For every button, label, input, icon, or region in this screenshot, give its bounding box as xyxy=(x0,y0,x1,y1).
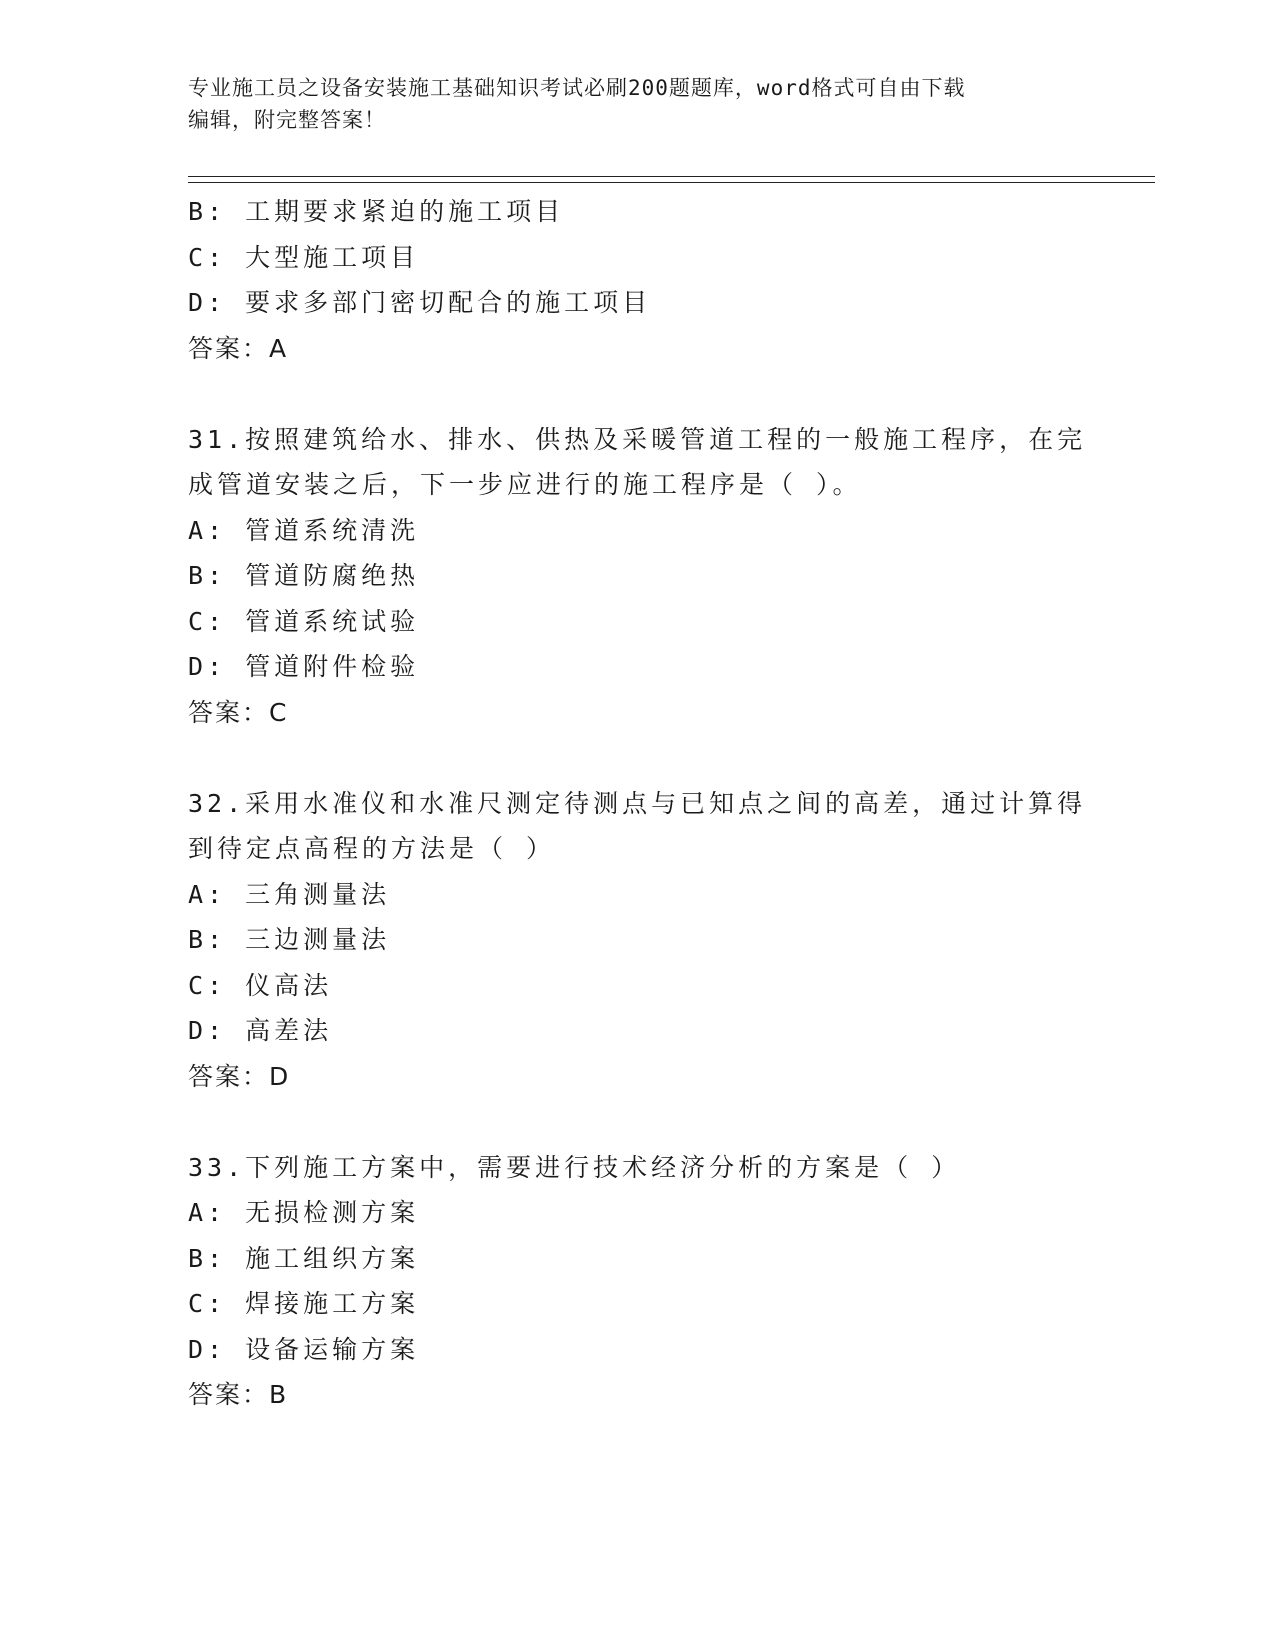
question-stem-line-1: 31.按照建筑给水、排水、供热及采暖管道工程的一般施工程序，在完 xyxy=(188,424,1087,454)
question-32 xyxy=(188,781,1088,1100)
header-line-1: 专业施工员之设备安装施工基础知识考试必刷200题题库，word格式可自由下载 xyxy=(188,76,966,100)
question-stem-line-2: 到待定点高程的方法是（ ） xyxy=(188,834,556,863)
question-content xyxy=(188,189,1088,1418)
header-line-2: 编辑，附完整答案！ xyxy=(188,108,386,132)
header-divider-bottom xyxy=(188,182,1155,183)
option-b: B: 工期要求紧迫的施工项目 xyxy=(188,197,565,226)
answer-line: 答案：D xyxy=(188,1061,291,1091)
option-d: D: 高差法 xyxy=(188,1016,333,1045)
option-a: A: 无损检测方案 xyxy=(188,1198,420,1227)
answer-line: 答案：B xyxy=(188,1380,289,1409)
option-b: B: 三边测量法 xyxy=(188,925,391,954)
option-c: C: 仪高法 xyxy=(188,970,333,1000)
option-d: D: 管道附件检验 xyxy=(188,652,420,681)
document-header xyxy=(188,72,1068,136)
option-a: A: 管道系统清洗 xyxy=(188,515,420,545)
spacer xyxy=(188,371,1088,417)
question-stem-line-1: 33.下列施工方案中，需要进行技术经济分析的方案是（ ） xyxy=(188,1152,961,1182)
option-d: D: 要求多部门密切配合的施工项目 xyxy=(188,288,652,317)
option-b: B: 施工组织方案 xyxy=(188,1243,420,1273)
option-c: C: 管道系统试验 xyxy=(188,606,420,636)
question-31 xyxy=(188,417,1088,736)
option-a: A: 三角测量法 xyxy=(188,879,391,909)
header-divider-top xyxy=(188,176,1155,177)
option-c: C: 焊接施工方案 xyxy=(188,1289,420,1318)
question-stem-line-1: 32.采用水准仪和水准尺测定待测点与已知点之间的高差，通过计算得 xyxy=(188,788,1087,818)
answer-line: 答案：A xyxy=(188,333,289,363)
option-b: B: 管道防腐绝热 xyxy=(188,561,420,590)
spacer xyxy=(188,735,1088,781)
question-stem-line-2: 成管道安装之后，下一步应进行的施工程序是（ ）。 xyxy=(188,470,862,499)
spacer xyxy=(188,1099,1088,1145)
answer-line: 答案：C xyxy=(188,697,289,727)
option-d: D: 设备运输方案 xyxy=(188,1334,420,1364)
question-30-tail xyxy=(188,189,1088,371)
option-c: C: 大型施工项目 xyxy=(188,242,420,272)
question-33 xyxy=(188,1145,1088,1418)
